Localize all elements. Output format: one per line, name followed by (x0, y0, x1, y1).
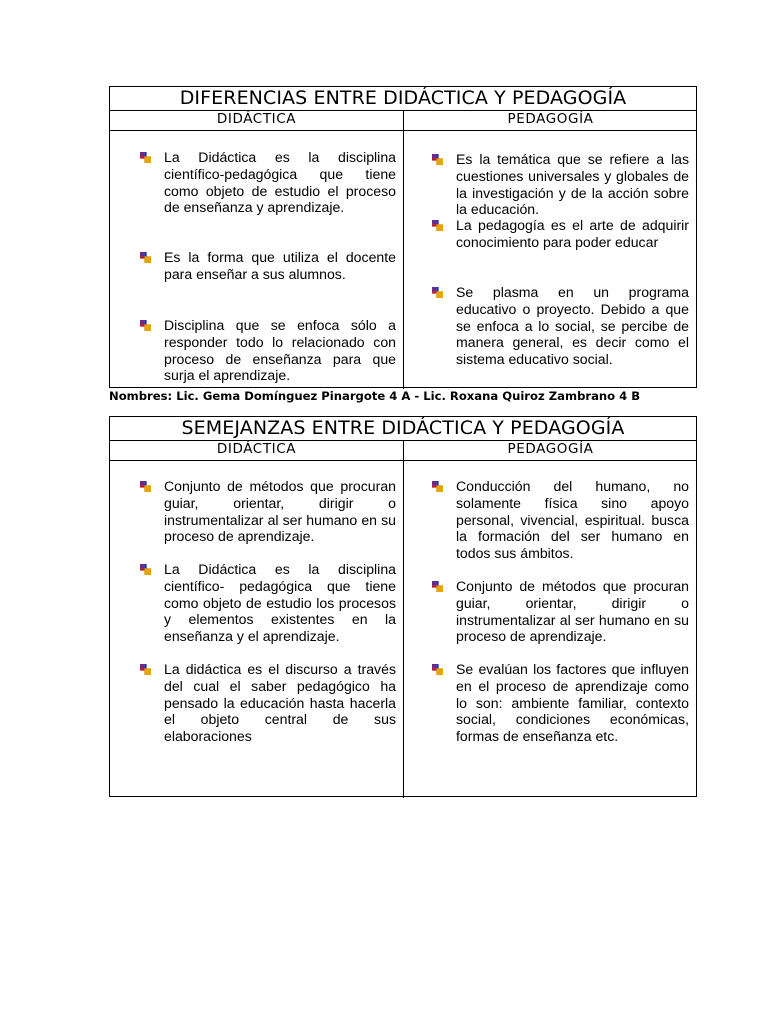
table-title: DIFERENCIAS ENTRE DIDÁCTICA Y PEDAGOGÍA (110, 87, 696, 111)
list-item-text: Es la forma que utiliza el docente para enseñar a sus alumnos. (164, 249, 396, 282)
arrow-cluster-bullet-icon (432, 581, 443, 592)
table-body (110, 131, 696, 389)
similarities-table (109, 416, 697, 797)
arrow-cluster-bullet-icon (432, 664, 443, 675)
pedagogia-column (404, 131, 696, 389)
arrow-cluster-bullet-icon (140, 564, 151, 575)
table-title: SEMEJANZAS ENTRE DIDÁCTICA Y PEDAGOGÍA (110, 417, 696, 441)
arrow-cluster-bullet-icon (140, 481, 151, 492)
arrow-cluster-bullet-icon (432, 154, 443, 165)
table-header-row (110, 111, 696, 131)
column-header-didactica: DIDÁCTICA (110, 111, 404, 130)
list-item-text: La didáctica es el discurso a través del cual el saber pedagógico ha pensado la educación hasta hacerla el objeto central de sus elaboraciones (164, 661, 396, 745)
table-body (110, 461, 696, 798)
list-item-text: Se plasma en un programa educativo o proyecto. Debido a que se enfoca a lo social, se percibe de manera general, es decir como el sistema educativo social. (456, 284, 689, 368)
arrow-cluster-bullet-icon (140, 252, 151, 263)
column-header-didactica: DIDÁCTICA (110, 441, 404, 460)
arrow-cluster-bullet-icon (140, 320, 151, 331)
pedagogia-column (404, 461, 696, 798)
list-item-text: Conjunto de métodos que procuran guiar, orientar, dirigir o instrumentalizar al ser humano en su proceso de aprendizaje. (164, 478, 396, 545)
column-header-pedagogia: PEDAGOGÍA (507, 441, 594, 457)
list-item-text: Disciplina que se enfoca sólo a responder todo lo relacionado con proceso de enseñanza para que surja el aprendizaje. (164, 317, 396, 384)
list-item-text: Conducción del humano, no solamente física sino apoyo personal, vivencial, espiritual. busca la formación del ser humano en todos sus ámbitos. (456, 478, 689, 562)
didactica-column (110, 461, 404, 798)
differences-table (109, 86, 697, 388)
arrow-cluster-bullet-icon (432, 481, 443, 492)
didactica-column (110, 131, 404, 389)
column-header-pedagogia: PEDAGOGÍA (507, 111, 594, 127)
arrow-cluster-bullet-icon (140, 664, 151, 675)
list-item-text: Conjunto de métodos que procuran guiar, orientar, dirigir o instrumentalizar al ser humano en su proceso de aprendizaje. (456, 578, 689, 645)
arrow-cluster-bullet-icon (432, 287, 443, 298)
list-item-text: La Didáctica es la disciplina científico-pedagógica que tiene como objeto de estudio el proceso de enseñanza y aprendizaje. (164, 149, 396, 216)
author-names: Nombres: Lic. Gema Domínguez Pinargote 4 A - Lic. Roxana Quiroz Zambrano 4 B (109, 389, 641, 403)
arrow-cluster-bullet-icon (140, 152, 151, 163)
arrow-cluster-bullet-icon (432, 220, 443, 231)
list-item-text: Es la temática que se refiere a las cuestiones universales y globales de la investigación y de la acción sobre la educación. (456, 151, 689, 218)
list-item-text: La Didáctica es la disciplina científico- pedagógica que tiene como objeto de estudio los procesos y elementos existentes en la enseñanza y el aprendizaje. (164, 561, 396, 645)
table-header-row (110, 441, 696, 461)
list-item-text: Se evalúan los factores que influyen en el proceso de aprendizaje como lo son: ambiente familiar, contexto social, condiciones económicas, formas de enseñanza etc. (456, 661, 689, 745)
list-item-text: La pedagogía es el arte de adquirir conocimiento para poder educar (456, 217, 689, 250)
